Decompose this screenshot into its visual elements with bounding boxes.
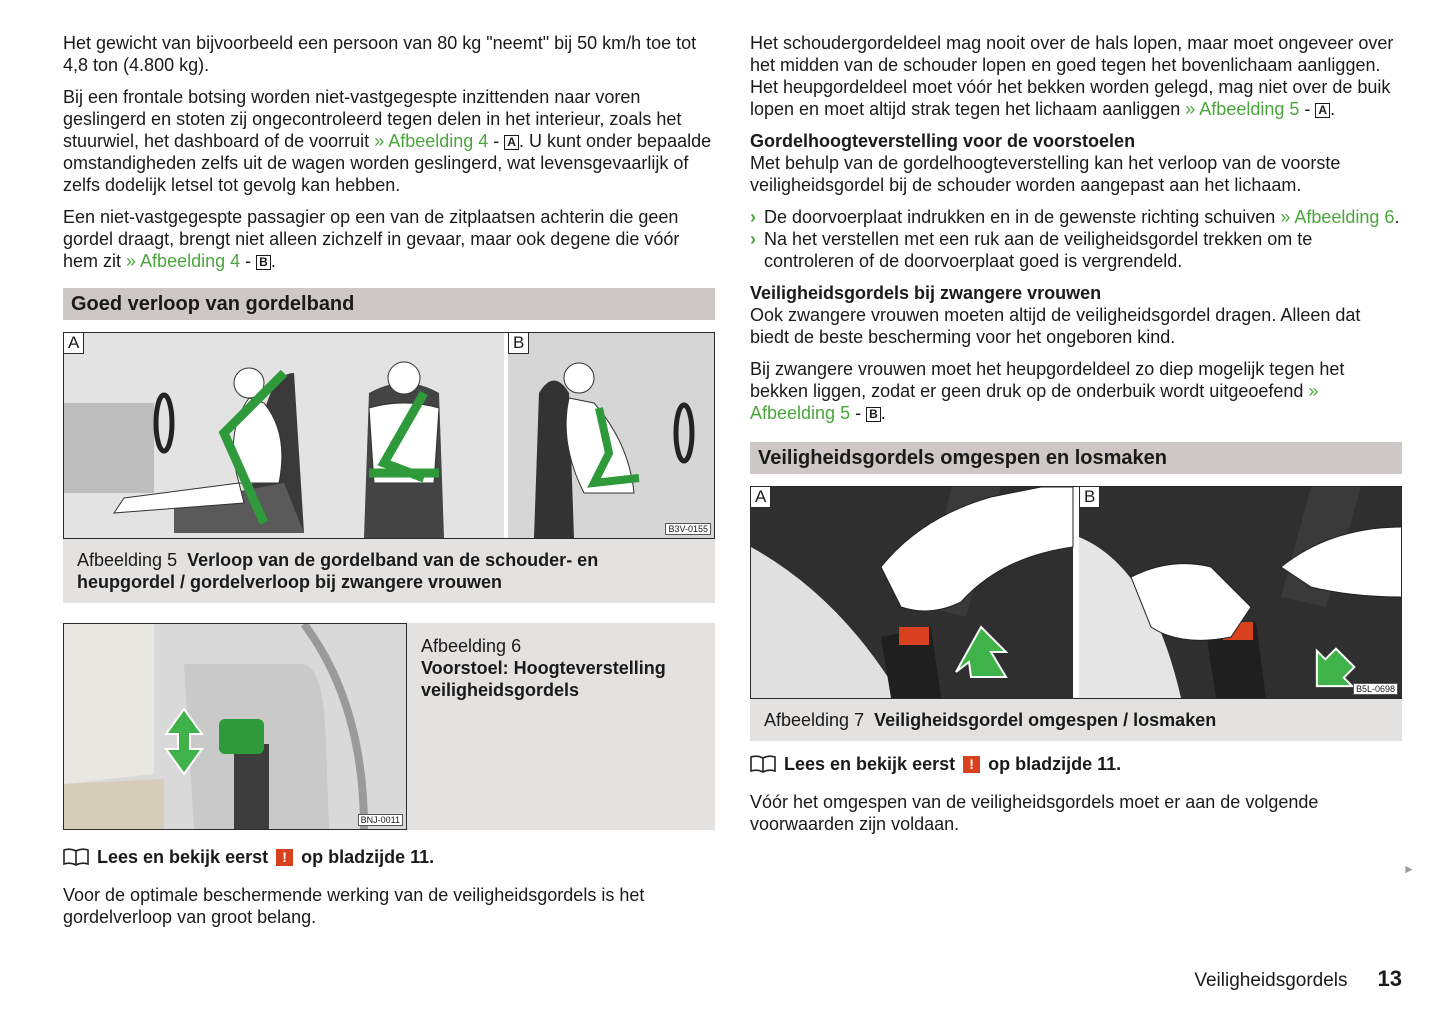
text: . [1330,99,1336,119]
label-box-a: A [1315,103,1330,118]
figure-code: B3V-0155 [665,523,711,535]
figure-label-b: B [508,333,529,354]
text: . U kunt onder bepaalde omstandigheden zelfs uit de wagen worden geslingerd, wat levensgevaarlijk of zelfs dodelijk letsel tot gevolg kan hebben. [63,131,712,195]
section-title-buckle-unbuckle: Veiligheidsgordels omgespen en losmaken [750,442,1402,474]
read-first-note [63,846,715,868]
paragraph-shoulder-belt [750,32,1402,120]
paragraph-rear-passenger [63,206,715,272]
text: Het schoudergordeldeel mag nooit over de hals lopen, maar moet ongeveer over het midden van de schouder lopen en goed tegen het bovenlichaam aanliggen. Het heupgordeldeel moet vóór het bekken worden gelegd, mag niet over de buik lopen en moet altijd strak tegen het lichaam aanliggen [750,33,1394,119]
subheading-pregnant-women: Veiligheidsgordels bij zwangere vrouwen [750,283,1102,303]
paragraph-lap-belt-pregnant [750,358,1402,424]
text: De doorvoerplaat indrukken en in de gewenste richting schuiven [764,207,1281,227]
read-first-text: Lees en bekijk eerst [97,847,269,867]
link-figure-5[interactable]: » Afbeelding 5 [1185,99,1300,119]
book-icon [750,755,776,773]
paragraph-height-adjustment: Met behulp van de gordelhoogteverstelling kan het verloop van de voorste veiligheidsgordel bij de schouder worden aangepast aan het lichaam. [750,153,1341,195]
link-figure-6[interactable]: » Afbeelding 6 [1280,207,1395,227]
link-figure-4[interactable]: » Afbeelding 4 [126,251,241,271]
text: . [270,251,276,271]
subheading-height-adjustment: Gordelhoogteverstelling voor de voorstoelen [750,131,1136,151]
bullet-check-lock [750,228,1402,272]
right-column [750,32,1402,845]
text: Bij een frontale botsing worden niet-vastgegespte inzittenden naar voren geslingerd en stoten zij ongecontroleerd tegen delen in het interieur, zoals het stuurwiel, het dashboard of de voorruit [63,87,682,151]
caption-text: Veiligheidsgordel omgespen / losmaken [874,710,1217,730]
figure-7-image [750,486,1402,699]
paragraph-conditions: Vóór het omgespen van de veiligheidsgordels moet er aan de volgende voorwaarden zijn voldaan. [750,792,1319,834]
figure-5-caption [63,539,715,603]
caption-number: Afbeelding 7 [764,710,865,730]
next-page-marker: ► [1403,862,1415,876]
label-box-a: A [504,135,519,150]
bullet-press-plate [750,206,1402,228]
height-adjuster-illustration [64,624,406,829]
paragraph-weight: Het gewicht van bijvoorbeeld een persoon van 80 kg "neemt" bij 50 km/h toe tot 4,8 ton (4.800 kg). [63,33,697,75]
link-figure-4[interactable]: » Afbeelding 4 [374,131,489,151]
read-first-note [750,753,1402,775]
label-box-b: B [866,407,881,422]
page-number: 13 [1377,966,1402,991]
text: . [880,403,886,423]
section-title-belt-routing: Goed verloop van gordelband [63,288,715,320]
figure-code: BNJ-0011 [358,814,403,826]
figure-label-a: A [64,333,84,354]
warning-icon: ! [276,849,293,866]
text: Een niet-vastgegespte passagier op een van de zitplaatsen achterin die geen gordel draagt, brengt niet alleen zichzelf in gevaar, maar ook degene die vóór hem zit [63,207,680,271]
read-first-page[interactable]: op bladzijde 11. [301,847,435,867]
text: - [1299,99,1316,119]
caption-number: Afbeelding 5 [77,550,178,570]
text: Na het verstellen met een ruk aan de veiligheidsgordel trekken om te controleren of de doorvoerplaat goed is vergrendeld. [764,229,1313,271]
book-icon [63,848,89,866]
buckle-illustration [751,487,1402,698]
figure-label-b: B [1079,487,1100,508]
figure-5-image [63,332,715,539]
caption-number: Afbeelding 6 [421,636,522,656]
text: - [240,251,257,271]
page-footer [1194,968,1402,992]
read-first-text: Lees en bekijk eerst [784,754,956,774]
text: - [850,403,867,423]
figure-6-caption [407,623,715,830]
label-box-b: B [256,255,271,270]
figure-label-a: A [751,487,771,508]
figure-code: B5L-0698 [1353,683,1398,695]
text: . [1394,207,1400,227]
left-column [63,32,715,938]
text: Bij zwangere vrouwen moet het heupgordeldeel zo diep mogelijk tegen het bekken liggen, zodat er geen druk op de onderbuik wordt uitgeoefend [750,359,1345,401]
paragraph-belt-routing-importance: Voor de optimale beschermende werking van de veiligheidsgordels is het gordelverloop van groot belang. [63,885,645,927]
chevron-right-icon: › [750,229,756,249]
text: - [488,131,505,151]
link-figure-5[interactable]: » Afbeelding 5 [750,381,1319,423]
figure-6 [63,623,715,830]
paragraph-pregnant-women: Ook zwangere vrouwen moeten altijd de veiligheidsgordel dragen. Alleen dat biedt de beste bescherming voor het ongeboren kind. [750,305,1361,347]
warning-icon: ! [963,756,980,773]
read-first-page[interactable]: op bladzijde 11. [988,754,1122,774]
paragraph-frontal-collision [63,86,715,196]
chevron-right-icon: › [750,207,756,227]
caption-text: Verloop van de gordelband van de schouder- en heupgordel / gordelverloop bij zwangere vrouwen [77,550,599,592]
chapter-title: Veiligheidsgordels [1194,970,1348,991]
caption-text: Voorstoel: Hoogteverstelling veiligheidsgordels [421,658,666,700]
figure-7-caption [750,699,1402,741]
belt-routing-illustration [64,333,715,538]
figure-6-image [63,623,407,830]
